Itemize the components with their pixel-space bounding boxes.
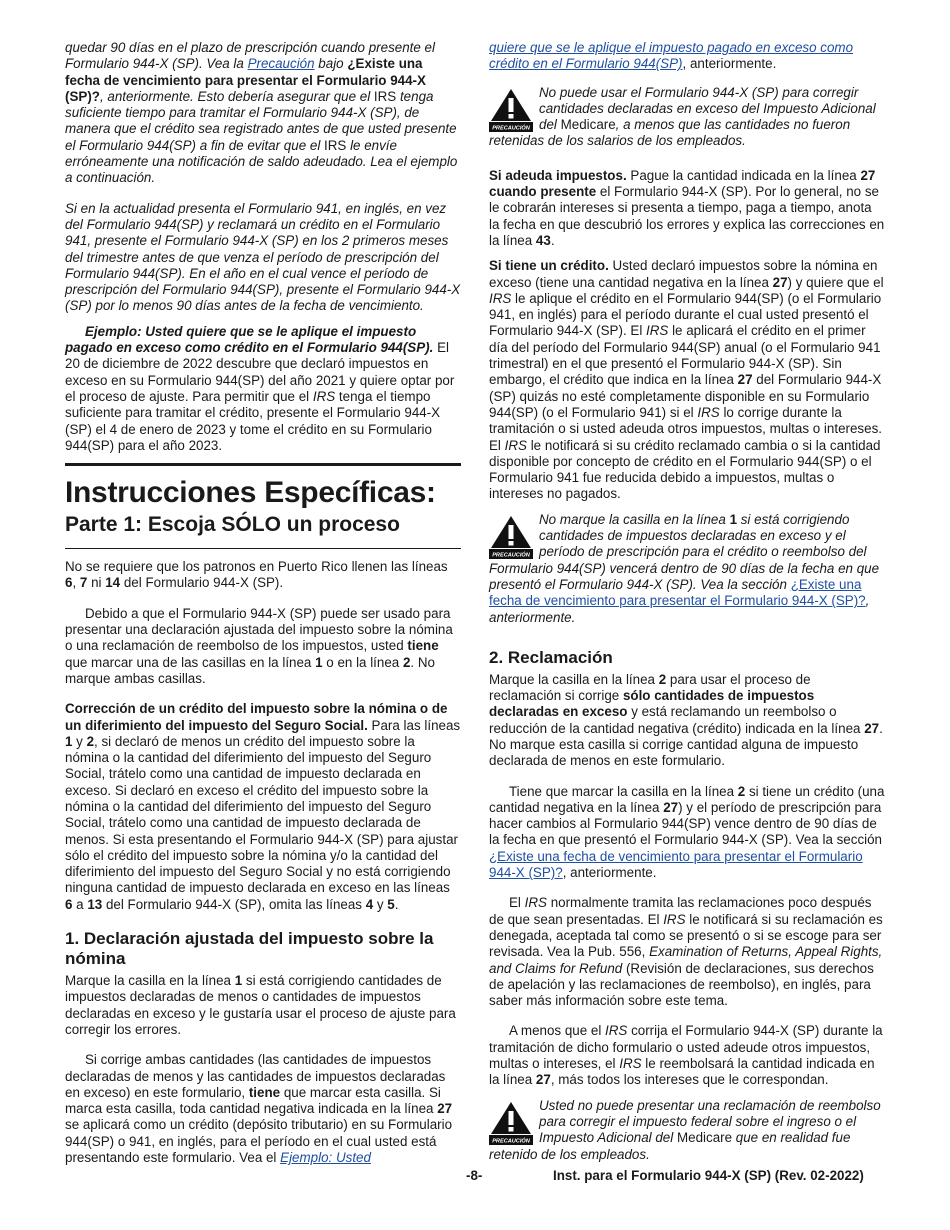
caution-icon	[489, 514, 533, 560]
caution-box-line1: PRECAUCIÓN No marque la casilla en la línea 1 si está corrigiendo cantidades de impuestos declaradas en exceso y el período de prescripción para el crédito o reembolso del Formulario 944(SP) vencerá dentro de 90 días de la fecha en que presentó el Formulario 944-X (SP). Vea la sección ¿Existe una fecha de vencimiento para presentar el Formulario 944-X (SP)?, anteriormente.	[489, 511, 880, 625]
section-rule	[65, 463, 461, 466]
paragraph-irs-processing: El IRS normalmente tramita las reclamaciones poco después de que sean presentadas. El IRS le notificará si su reclamación es denegada, aceptada tal como se presentó o si se escoge para ser revisada. Vea la Pub. 556, Examination of Returns, Appeal Rights, and Claims for Refund (Revisión de declaraciones, sus derechos de apelación y las reclamaciones de reembolso), en inglés, para saber más información sobre este tema.	[489, 895, 883, 1009]
page-number: -8-	[466, 1168, 483, 1183]
paragraph-precaution-intro: quedar 90 días en el plazo de prescripción cuando presente el Formulario 944-X (SP). Vea la Precaución bajo ¿Existe una fecha de vencimiento para presentar el Formulario 944-X (SP)?, anteriormente. Esto debería asegurar que el IRS tenga suficiente tiempo para tramitar el Formulario 944-X (SP), de manera que el crédito sea registrado antes de que usted presente el Formulario 944(SP) a fin de evitar que el IRS le envíe erróneamente una notificación de saldo adeudado. Lea el ejemplo a continuación.	[65, 40, 458, 186]
svg-text:PRECAUCIÓN: PRECAUCIÓN	[492, 552, 530, 559]
section-heading: Instrucciones Específicas:	[65, 476, 436, 510]
paragraph-puerto-rico: No se requiere que los patronos en Puerto Rico llenen las líneas 6, 7 ni 14 del Formulario 944-X (SP).	[65, 559, 448, 591]
paragraph-has-credit: Si tiene un crédito. Usted declaró impuestos sobre la nómina en exceso (tiene una cantidad negativa en la línea 27) y quiere que el IRS le aplique el crédito en el Formulario 944(SP) (o el Formulario 941, en inglés) para el período durante el cual usted presentó el Formulario 944-X (SP). El IRS le aplicará el crédito en el primer día del período del Formulario 944(SP) anual (o el Formulario 941 trimestral) en el que presentó el Formulario 944-X (SP). Sin embargo, el crédito que indica en la línea 27 del Formulario 944-X (SP) quizás no esté completamente disponible en su Formulario 944(SP) (o el Formulario 941) si el IRS lo corrige durante la tramitación o si usted adeuda otros impuestos, multas o intereses. El IRS le notificará si su crédito reclamado cambia o si la cantidad disponible por concepto de crédito en el Formulario 944(SP) o el Formulario 941 fue reducida debido a impuestos, multas o intereses no pagados.	[489, 258, 884, 502]
paragraph-refund: A menos que el IRS corrija el Formulario 944-X (SP) durante la tramitación de dicho formulario o usted adeude otros impuestos, multas o intereses, el IRS le reembolsará la cantidad indicada en la línea 27, más todos los intereses que le correspondan.	[489, 1023, 883, 1088]
part-heading: Parte 1: Escoja SÓLO un proceso	[65, 513, 400, 537]
due-date-link-2[interactable]: ¿Existe una fecha de vencimiento para presentar el Formulario 944-X (SP)?	[489, 848, 863, 881]
left-column	[65, 40, 461, 1175]
footer-title: Inst. para el Formulario 944-X (SP) (Rev. 02-2022)	[553, 1168, 864, 1183]
due-date-link[interactable]: ¿Existe una fecha de vencimiento para presentar el Formulario 944-X (SP)?	[489, 576, 866, 609]
svg-text:PRECAUCIÓN: PRECAUCIÓN	[492, 1138, 530, 1145]
caution-icon	[489, 87, 533, 133]
part-rule	[65, 548, 461, 549]
caution-icon	[489, 1100, 533, 1146]
paragraph-payroll-credit: Corrección de un crédito del impuesto sobre la nómina o de un diferimiento del impuesto del Seguro Social. Para las líneas 1 y 2, si declaró de menos un crédito del impuesto sobre la nómina o la cantidad del diferimiento del impuesto del Seguro Social, trátelo como una cantidad de impuesto declarada en exceso. Si declaró en exceso el crédito del impuesto sobre la nómina o la cantidad del diferimiento del impuesto del Seguro Social, trátelo como una cantidad de impuesto declarada de menos. Si esta presentando el Formulario 944-X (SP) para ajustar sólo el crédito del impuesto sobre la nómina y/o la cantidad del diferimiento del impuesto del Seguro Social y no está corrigiendo ninguna cantidad de impuesto declarada en exceso en las líneas 6 a 13 del Formulario 944-X (SP), omita las líneas 4 y 5.	[65, 701, 461, 912]
subheading-adjusted-return: 1. Declaración ajustada del impuesto sobre la nómina	[65, 929, 434, 969]
precaution-link[interactable]: Precaución	[247, 56, 315, 72]
paragraph-tax-owed: Si adeuda impuestos. Pague la cantidad indicada en la línea 27 cuando presente el Formulario 944-X (SP). Por lo general, no se le cobrarán intereses si presenta a tiempo, paga a tiempo, anota la fecha en que descubrió los errores y explica las correcciones en la línea 43.	[489, 167, 885, 248]
paragraph-form-941: Si en la actualidad presenta el Formulario 941, en inglés, en vez del Formulario 944(SP) y reclamará un crédito en el Formulario 941, presente el Formulario 944-X (SP) en los 2 primeros meses del trimestre antes de que venza el período de prescripción del Formulario 944(SP). En el año en el cual vence el período de prescripción del Formulario 944(SP), presente el Formulario 944-X (SP) por lo menos 90 días antes de la fecha de vencimiento.	[65, 200, 461, 314]
paragraph-both-amounts: Si corrige ambas cantidades (las cantidades de impuestos declaradas de menos y las cantidades de impuestos declaradas en exceso) en este formulario, tiene que marcar esta casilla. Si marca esta casilla, toda cantidad negativa indicada en la línea 27 se aplicará como un crédito (depósito tributario) en su Formulario 944(SP) o 941, en inglés, para el período en el cual usted está presentando este formulario. Vea el Ejemplo: Usted	[65, 1052, 453, 1166]
paragraph-example: Ejemplo: Usted quiere que se le aplique el impuesto pagado en exceso como crédito en el Formulario 944(SP). El 20 de diciembre de 2022 descubre que declaró impuestos en exceso en su Formulario 944(SP) del año 2021 y quiere optar por el proceso de ajuste. Para permitir que el IRS tenga el tiempo suficiente para tramitar el crédito, presente el Formulario 944-X (SP) el 4 de enero de 2023 y tome el crédito en su Formulario 944(SP) para el año 2023.	[65, 323, 455, 453]
right-column	[489, 40, 885, 1175]
caution-box-withheld: PRECAUCIÓN Usted no puede presentar una reclamación de reembolso para corregir el impuesto federal sobre el ingreso o el Impuesto Adicional del Medicare que en realidad fue retenido de los empleados.	[489, 1097, 881, 1162]
paragraph-mark-box: Debido a que el Formulario 944-X (SP) puede ser usado para presentar una declaración ajustada del impuesto sobre la nómina o una reclamación de reembolso de los impuestos, usted tiene que marcar una de las casillas en la línea 1 o en la línea 2. No marque ambas casillas.	[65, 605, 453, 686]
example-link[interactable]: Ejemplo: Usted	[280, 1150, 371, 1166]
example-link-continued[interactable]: quiere que se le aplique el impuesto pagado en exceso como crédito en el Formulario 944(SP)	[489, 40, 854, 72]
svg-text:PRECAUCIÓN: PRECAUCIÓN	[492, 125, 530, 132]
paragraph-line1: Marque la casilla en la línea 1 si está corrigiendo cantidades de impuestos declaradas de menos o cantidades de impuestos declaradas en exceso y le gustaría usar el proceso de ajuste para corregir los errores.	[65, 973, 456, 1037]
subheading-claim: 2. Reclamación	[489, 647, 613, 667]
caution-box-medicare: PRECAUCIÓN No puede usar el Formulario 944-X (SP) para corregir cantidades declaradas en exceso del Impuesto Adicional del Medicare, a menos que las cantidades no fueron retenidas de los salarios de los empleados.	[489, 84, 876, 149]
paragraph-continued: quiere que se le aplique el impuesto pagado en exceso como crédito en el Formulario 944(SP), anteriormente.	[489, 40, 854, 72]
paragraph-line2: Marque la casilla en la línea 2 para usar el proceso de reclamación si corrige sólo cantidades de impuestos declaradas en exceso y está reclamando un reembolso o reducción de la cantidad negativa (crédito) indicada en la línea 27. No marque esta casilla si corrige cantidad alguna de impuesto declarada de menos en este formulario.	[489, 671, 883, 769]
paragraph-must-mark-line2: Tiene que marcar la casilla en la línea 2 si tiene un crédito (una cantidad negativa en la línea 27) y el período de prescripción para hacer cambios al Formulario 944(SP) vence dentro de 90 días de la fecha en que presentó el Formulario 944-X (SP). Vea la sección ¿Existe una fecha de vencimiento para presentar el Formulario 944-X (SP)?, anteriormente.	[489, 783, 885, 881]
